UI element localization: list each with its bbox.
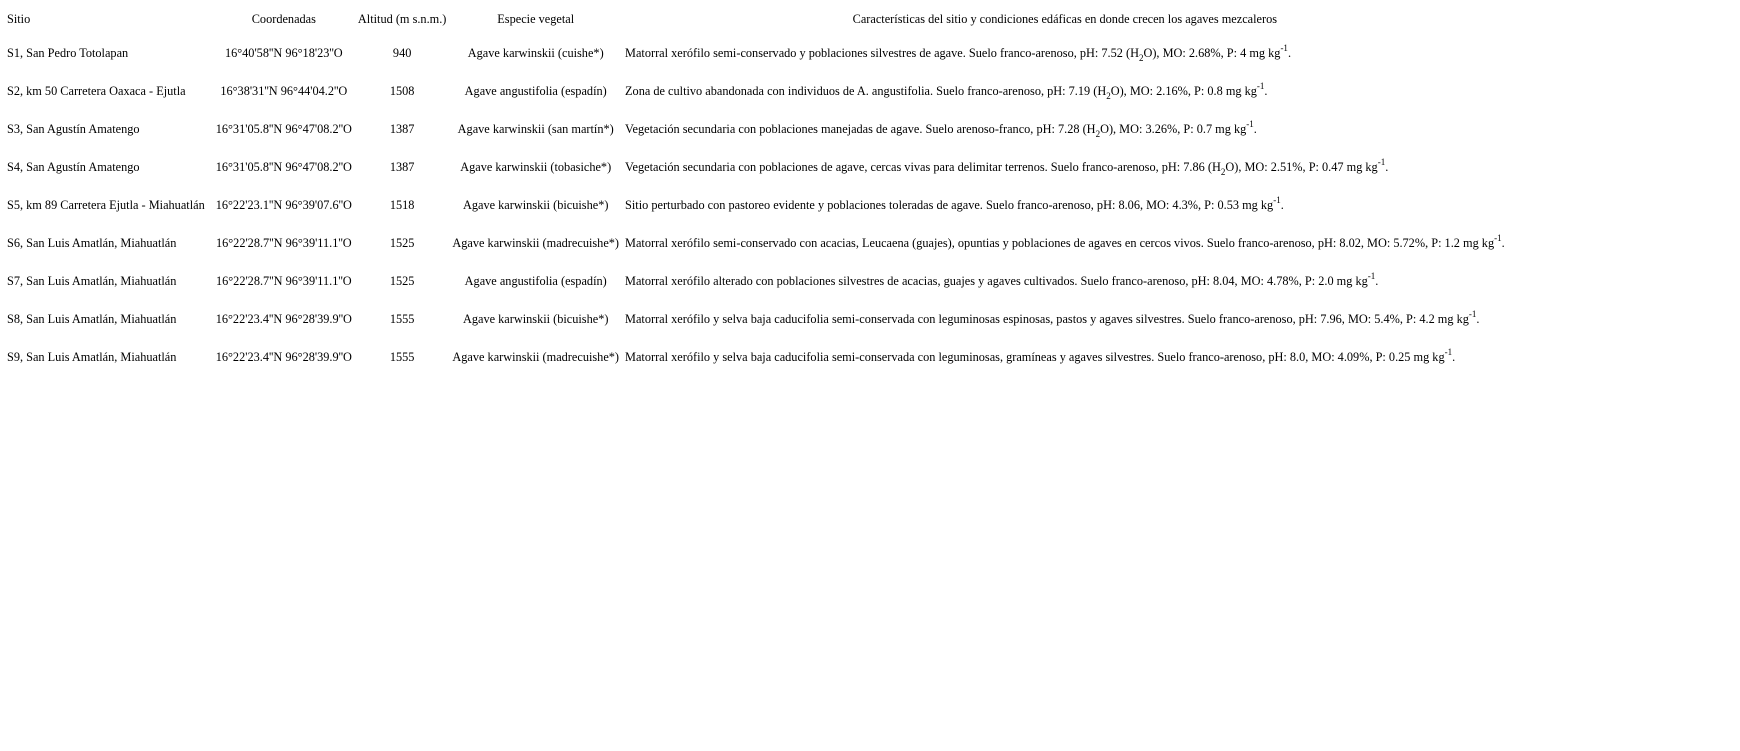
altitude-cell: 1518 <box>389 198 415 212</box>
table-row <box>4 35 1508 73</box>
site-cell: S5, km 89 Carretera Ejutla - Miahuatlán <box>7 198 205 212</box>
species-cell: Agave karwinskii (madrecuishe*) <box>452 350 620 364</box>
site-cell: S1, San Pedro Totolapan <box>7 46 129 60</box>
description-cell: Matorral xerófilo alterado con poblaciones silvestres de acacias, guajes y agaves cultivados. Suelo franco-arenoso, pH: 8.04, MO: 4.78%, P: 2.0 mg $kg^{-1}$. <box>625 271 1379 288</box>
header-altitud: Altitud (m s.n.m.) <box>357 12 447 26</box>
coords-cell: 16°31'05.8''N 96°47'08.2''O <box>215 160 352 174</box>
altitude-cell: 1525 <box>389 236 415 250</box>
altitude-cell: 1555 <box>389 350 415 364</box>
description-cell: Sitio perturbado con pastoreo evidente y poblaciones toleradas de agave. Suelo franco-arenoso, pH: 8.06, MO: 4.3%, P: 0.53 mg $kg^{-1}$. <box>625 195 1284 212</box>
table-row <box>4 225 1508 263</box>
coords-cell: 16°22'28.7''N 96°39'11.1''O <box>215 236 352 250</box>
site-cell: S7, San Luis Amatlán, Miahuatlán <box>7 274 177 288</box>
coords-cell: 16°40'58''N 96°18'23''O <box>224 46 343 60</box>
coords-cell: 16°22'28.7''N 96°39'11.1''O <box>215 274 352 288</box>
altitude-cell: 1387 <box>389 160 415 174</box>
species-cell: Agave karwinskii (bicuishe*) <box>462 312 609 326</box>
agave-sites-table <box>4 6 1508 377</box>
table-row <box>4 339 1508 377</box>
species-cell: Agave angustifolia (espadín) <box>464 274 607 288</box>
site-cell: S3, San Agustín Amatengo <box>7 122 140 136</box>
species-cell: Agave karwinskii (cuishe*) <box>467 46 604 60</box>
species-cell: Agave karwinskii (tobasiche*) <box>460 160 612 174</box>
header-caracteristicas: Características del sitio y condiciones edáficas en donde crecen los agaves mezcaleros <box>852 12 1278 26</box>
site-cell: S4, San Agustín Amatengo <box>7 160 140 174</box>
coords-cell: 16°38'31''N 96°44'04.2''O <box>220 84 348 98</box>
altitude-cell: 940 <box>392 46 412 60</box>
species-cell: Agave karwinskii (san martín*) <box>457 122 614 136</box>
table-row <box>4 111 1508 149</box>
description-cell: Vegetación secundaria con poblaciones manejadas de agave. Suelo arenoso-franco, pH: 7.28 $(H_2O)$, MO: 3.26%, P: 0.7 mg $kg^{-1}$. <box>625 119 1257 139</box>
site-cell: S8, San Luis Amatlán, Miahuatlán <box>7 312 177 326</box>
altitude-cell: 1508 <box>389 84 415 98</box>
table-row <box>4 149 1508 187</box>
table-row <box>4 263 1508 301</box>
description-cell: Vegetación secundaria con poblaciones de agave, cercas vivas para delimitar terrenos. Suelo franco-arenoso, pH: 7.86 $(H_2O)$, MO: 2.51%, P: 0.47 mg $kg^{-1}$. <box>625 157 1389 177</box>
species-cell: Agave angustifolia (espadín) <box>464 84 607 98</box>
species-cell: Agave karwinskii (bicuishe*) <box>462 198 609 212</box>
description-cell: Matorral xerófilo y selva baja caducifolia semi-conservada con leguminosas, gramíneas y agaves silvestres. Suelo franco-arenoso, pH: 8.0, MO: 4.09%, P: 0.25 mg $kg^{-1}$. <box>625 347 1456 364</box>
site-cell: S6, San Luis Amatlán, Miahuatlán <box>7 236 177 250</box>
table-row <box>4 187 1508 225</box>
description-cell: Matorral xerófilo semi-conservado con acacias, Leucaena (guajes), opuntias y poblaciones de agaves en cercos vivos. Suelo franco-arenoso, pH: 8.02, MO: 5.72%, P: 1.2 mg $kg^{-1}$. <box>625 233 1505 250</box>
site-cell: S9, San Luis Amatlán, Miahuatlán <box>7 350 177 364</box>
altitude-cell: 1387 <box>389 122 415 136</box>
table-row <box>4 301 1508 339</box>
coords-cell: 16°22'23.4''N 96°28'39.9''O <box>215 350 352 364</box>
altitude-cell: 1525 <box>389 274 415 288</box>
coords-cell: 16°31'05.8''N 96°47'08.2''O <box>215 122 352 136</box>
description-cell: Matorral xerófilo semi-conservado y poblaciones silvestres de agave. Suelo franco-arenoso, pH: 7.52 $(H_2O)$, MO: 2.68%, P: 4 mg $kg^{-1}$. <box>625 43 1292 63</box>
header-coordenadas: Coordenadas <box>251 12 316 26</box>
altitude-cell: 1555 <box>389 312 415 326</box>
header-especie: Especie vegetal <box>497 12 575 26</box>
coords-cell: 16°22'23.1''N 96°39'07.6''O <box>215 198 352 212</box>
description-cell: Zona de cultivo abandonada con individuos de A. angustifolia. Suelo franco-arenoso, pH: 7.19 $(H_2O)$, MO: 2.16%, P: 0.8 mg $kg^{-1}$. <box>625 81 1268 101</box>
coords-cell: 16°22'23.4''N 96°28'39.9''O <box>215 312 352 326</box>
description-cell: Matorral xerófilo y selva baja caducifolia semi-conservada con leguminosas espinosas, pastos y agaves silvestres. Suelo franco-arenoso, pH: 7.96, MO: 5.4%, P: 4.2 mg $kg^{-1}$. <box>625 309 1480 326</box>
table-row <box>4 73 1508 111</box>
table-header-row <box>4 6 1508 35</box>
site-cell: S2, km 50 Carretera Oaxaca - Ejutla <box>7 84 186 98</box>
header-sitio: Sitio <box>7 12 31 26</box>
species-cell: Agave karwinskii (madrecuishe*) <box>452 236 620 250</box>
